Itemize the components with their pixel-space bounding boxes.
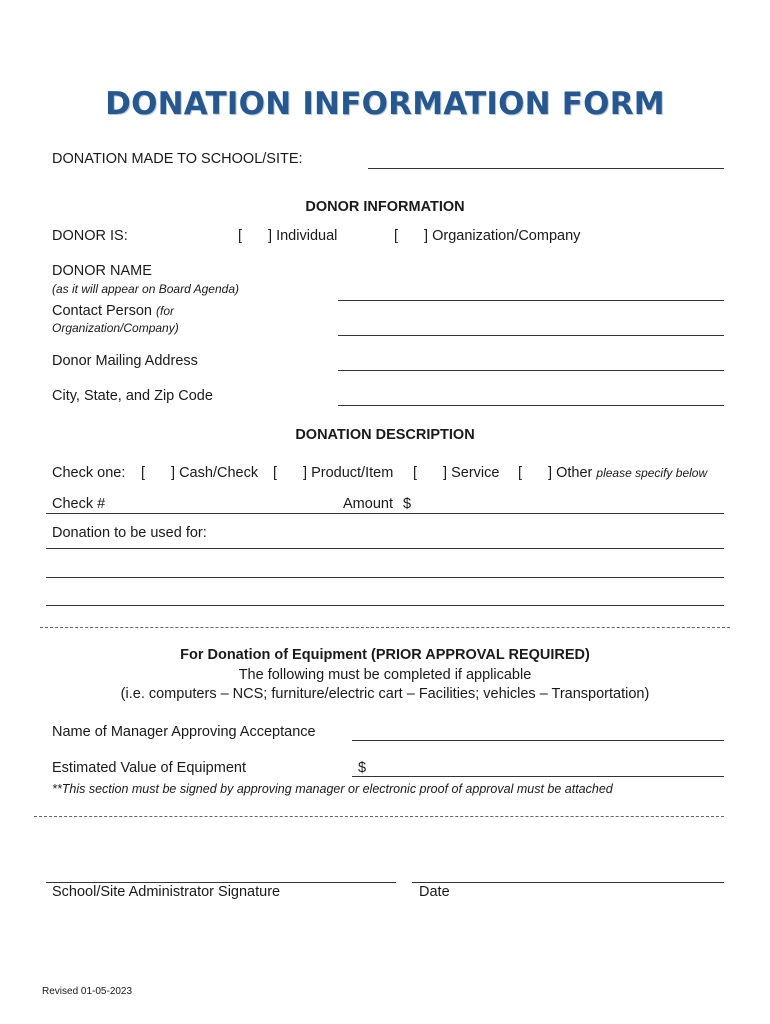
individual-checkbox[interactable] (238, 228, 337, 244)
cash-check-label: ] Cash/Check (171, 465, 259, 481)
used-for-line-2[interactable] (46, 577, 724, 578)
school-site-field[interactable] (368, 168, 724, 169)
contact-note-2: Organization/Company) (52, 321, 179, 335)
donation-description-heading: DONATION DESCRIPTION (295, 427, 475, 443)
cash-check-checkbox[interactable] (141, 465, 258, 481)
section-divider (34, 816, 724, 817)
contact-label-text: Contact Person (52, 303, 152, 319)
other-checkbox[interactable] (518, 465, 707, 481)
equipment-value-label: Estimated Value of Equipment (52, 760, 246, 776)
checkbox-open-bracket: [ (141, 465, 146, 481)
city-state-zip-field[interactable] (338, 405, 724, 406)
service-label: ] Service (443, 465, 500, 481)
mailing-address-field[interactable] (338, 370, 724, 371)
checkbox-open-bracket: [ (273, 465, 278, 481)
donor-is-label: DONOR IS: (52, 228, 128, 244)
signature-note: **This section must be signed by approving manager or electronic proof of approval must be attached (52, 782, 613, 796)
city-state-zip-label: City, State, and Zip Code (52, 388, 213, 404)
date-label: Date (419, 884, 450, 900)
organization-option-label: ] Organization/Company (424, 228, 581, 244)
service-checkbox[interactable] (413, 465, 499, 481)
admin-signature-field[interactable] (46, 882, 396, 883)
donor-information-heading: DONOR INFORMATION (305, 199, 465, 215)
product-item-label: ] Product/Item (303, 465, 394, 481)
checkbox-open-bracket: [ (518, 465, 523, 481)
checkbox-open-bracket: [ (238, 228, 243, 244)
contact-note-1: (for (155, 304, 174, 318)
donor-name-field[interactable] (338, 300, 724, 301)
form-title: DONATION INFORMATION FORM (105, 86, 665, 122)
other-note: please specify below (596, 466, 708, 480)
donor-name-label: DONOR NAME (52, 263, 152, 279)
amount-currency: $ (403, 496, 412, 512)
amount-label-group (343, 496, 411, 512)
check-amount-field[interactable] (46, 513, 724, 514)
revised-date: Revised 01-05-2023 (42, 986, 133, 997)
amount-label: Amount (343, 496, 393, 512)
contact-person-field[interactable] (338, 335, 724, 336)
mailing-address-label: Donor Mailing Address (52, 353, 198, 369)
admin-signature-label: School/Site Administrator Signature (52, 884, 281, 900)
donor-name-note: (as it will appear on Board Agenda) (52, 282, 239, 296)
contact-person-label (52, 303, 174, 319)
school-site-label: DONATION MADE TO SCHOOL/SITE: (52, 151, 303, 167)
equipment-examples: (i.e. computers – NCS; furniture/electric cart – Facilities; vehicles – Transportation) (120, 686, 650, 702)
organization-checkbox[interactable] (394, 228, 580, 244)
equipment-value-field[interactable] (352, 776, 724, 777)
checkbox-open-bracket: [ (413, 465, 418, 481)
manager-label: Name of Manager Approving Acceptance (52, 724, 316, 740)
check-number-label: Check # (52, 496, 106, 512)
equipment-subheading: The following must be completed if applicable (238, 667, 532, 683)
check-one-label: Check one: (52, 465, 126, 481)
used-for-label: Donation to be used for: (52, 525, 207, 541)
used-for-line-3[interactable] (46, 605, 724, 606)
section-divider (40, 627, 730, 628)
manager-field[interactable] (352, 740, 724, 741)
other-label: ] Other (548, 465, 593, 481)
individual-option-label: ] Individual (268, 228, 338, 244)
product-item-checkbox[interactable] (273, 465, 393, 481)
used-for-line-1[interactable] (46, 548, 724, 549)
equipment-value-currency: $ (358, 760, 367, 776)
date-field[interactable] (412, 882, 724, 883)
checkbox-open-bracket: [ (394, 228, 399, 244)
equipment-heading: For Donation of Equipment (PRIOR APPROVAL REQUIRED) (180, 647, 590, 663)
